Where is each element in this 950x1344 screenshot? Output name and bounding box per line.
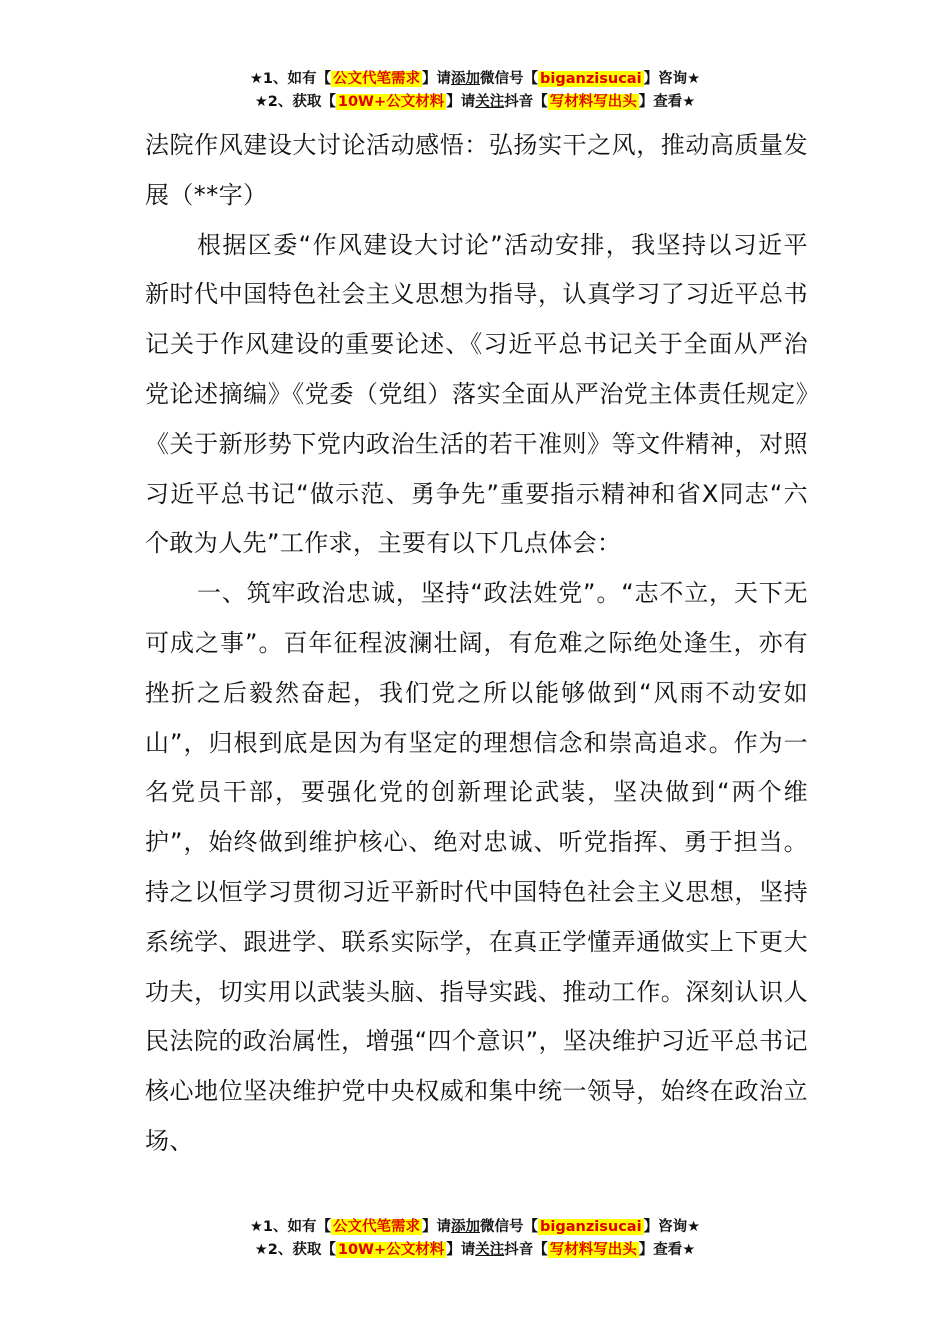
ghostwriting-highlight: 公文代笔需求: [333, 71, 421, 87]
banner-text: ★2、获取【: [254, 1242, 336, 1258]
wechat-id-highlight: biganzisucai: [540, 71, 642, 87]
banner-underlined-text: 关注: [475, 1242, 505, 1258]
banner-text: 】请: [422, 71, 452, 87]
banner-text: 】咨询★: [643, 1219, 701, 1235]
douyin-account-highlight: 写材料写出头: [549, 1242, 637, 1258]
banner-text: 】查看★: [638, 94, 696, 110]
banner-text: 】查看★: [638, 1242, 696, 1258]
banner-line-1: [0, 1216, 950, 1239]
banner-underlined-text: 添加: [451, 1219, 481, 1235]
footer-banner: [0, 1216, 950, 1262]
paragraph-section-one: 一、筑牢政治忠诚，坚持“政法姓党”。“志不立，天下无可成之事”。百年征程波澜壮阔，有危难之际绝处逢生，亦有挫折之后毅然奋起，我们党之所以能够做到“风雨不动安如山”，归根到底是因为有坚定的理想信念和崇高追求。作为一名党员干部，要强化党的创新理论武装，坚决做到“两个维护”，始终做到维护核心、绝对忠诚、听党指挥、勇于担当。持之以恒学习贯彻习近平新时代中国特色社会主义思想，坚持系统学、跟进学、联系实际学，在真正学懂弄通做实上下更大功夫，切实用以武装头脑、指导实践、推动工作。深刻认识人民法院的政治属性，增强“四个意识”，坚决维护习近平总书记核心地位坚决维护党中央权威和集中统一领导，始终在政治立场、: [145, 579, 808, 1155]
banner-text: 】请: [446, 94, 476, 110]
ghostwriting-highlight: 公文代笔需求: [333, 1219, 421, 1235]
wechat-id-highlight: biganzisucai: [540, 1219, 642, 1235]
banner-text: ★1、如有【: [249, 1219, 332, 1235]
materials-highlight: 10W+公文材料: [337, 94, 445, 110]
banner-line-2: [0, 1239, 950, 1262]
header-banner: [0, 68, 950, 114]
banner-text: 微信号【: [480, 1219, 539, 1235]
banner-text: 】咨询★: [643, 71, 701, 87]
banner-line-1: [0, 68, 950, 91]
banner-line-2: [0, 91, 950, 114]
banner-text: 抖音【: [504, 94, 548, 110]
banner-text: 抖音【: [504, 1242, 548, 1258]
banner-text: ★2、获取【: [254, 94, 336, 110]
paragraph-intro: 根据区委“作风建设大讨论”活动安排，我坚持以习近平新时代中国特色社会主义思想为指导，认真学习了习近平总书记关于作风建设的重要论述、《习近平总书记关于全面从严治党论述摘编》《党委（党组）落实全面从严治党主体责任规定》《关于新形势下党内政治生活的若干准则》等文件精神，对照习近平总书记“做示范、勇争先”重要指示精神和省X同志“六个敢为人先”工作求，主要有以下几点体会：: [145, 230, 808, 558]
document-title: 法院作风建设大讨论活动感悟：弘扬实干之风，推动高质量发展（**字）: [145, 131, 808, 209]
banner-text: ★1、如有【: [249, 71, 332, 87]
banner-text: 微信号【: [480, 71, 539, 87]
banner-underlined-text: 添加: [451, 71, 481, 87]
banner-underlined-text: 关注: [475, 94, 505, 110]
materials-highlight: 10W+公文材料: [337, 1242, 445, 1258]
douyin-account-highlight: 写材料写出头: [549, 94, 637, 110]
document-body: [145, 121, 808, 1167]
banner-text: 】请: [422, 1219, 452, 1235]
banner-text: 】请: [446, 1242, 476, 1258]
